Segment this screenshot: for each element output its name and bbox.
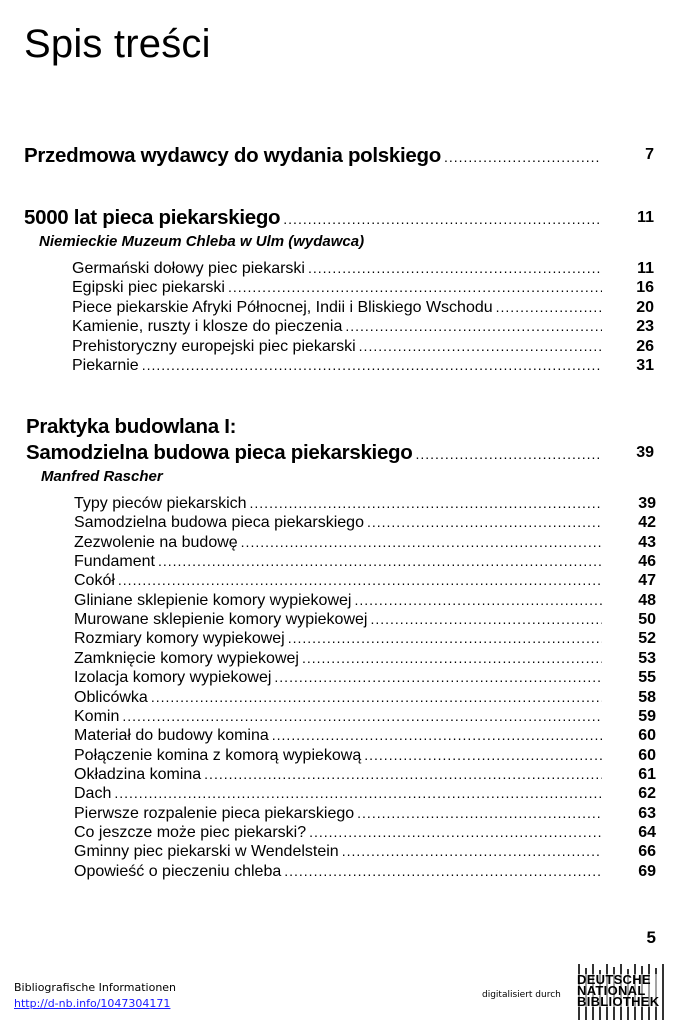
toc-item [74,611,605,629]
toc-page-number: 7 [645,146,654,163]
dot-leader [364,747,602,763]
toc-section-label: 5000 lat pieca piekarskiego [24,206,281,229]
bibliographic-info-label: Bibliografische Informationen [14,981,177,994]
toc-item-label: Okładzina komina [74,765,202,783]
bibliographic-info-link[interactable]: http://d-nb.info/1047304171 [14,997,171,1010]
toc-section-part1 [24,206,604,230]
toc-page-number: 55 [638,669,656,687]
dot-leader [309,824,602,840]
dot-leader [308,260,602,276]
toc-page-number: 64 [638,823,656,841]
toc-item [74,630,605,648]
toc-item [74,650,605,668]
dot-leader [114,785,602,801]
toc-item-label: Materiał do budowy komina [74,727,269,745]
toc-page-number: 61 [638,765,656,783]
toc-item [74,747,605,765]
dot-leader [272,727,602,743]
dot-leader [370,611,602,627]
toc-item [74,534,605,552]
toc-item-label: Typy pieców piekarskich [74,495,247,512]
toc-item-label: Gliniane sklepienie komory wypiekowej [74,591,352,609]
toc-page-number: 23 [636,318,654,336]
dnb-logo-line: DEUTSCHE [577,972,651,987]
toc-item-label: Murowane sklepienie komory wypiekowej [74,611,368,629]
toc-item [74,805,605,823]
dot-leader [359,338,602,354]
dot-leader [367,514,602,530]
toc-item-label: Prehistoryczny europejski piec piekarski [72,337,356,355]
toc-page-number: 11 [637,209,654,226]
toc-page-number: 66 [638,843,656,861]
toc-item [74,553,605,571]
toc-item [74,727,605,745]
dot-leader [444,149,601,165]
toc-item [74,592,605,610]
dot-leader [274,669,602,685]
section-author: Manfred Rascher [41,468,163,485]
dnb-logo-text [577,974,659,1007]
dot-leader [241,534,602,550]
toc-item-label: Rozmiary komory wypiekowej [74,630,285,648]
dot-leader [204,766,602,782]
toc-item [72,299,605,317]
toc-page-number: 43 [638,533,656,551]
toc-item-label: Samodzielna budowa pieca piekarskiego [74,514,364,532]
toc-page-number: 42 [638,514,656,532]
dot-leader [345,318,602,334]
dot-leader [288,630,602,646]
toc-section-heading-line: Praktyka budowlana I: [26,415,237,438]
dot-leader [151,689,602,705]
dot-leader [158,553,602,569]
toc-page-number: 16 [636,279,654,297]
dot-leader [496,299,602,315]
toc-item [72,260,605,278]
toc-item [74,785,605,803]
toc-item [72,279,605,297]
dot-leader [302,650,602,666]
toc-item [74,669,605,687]
toc-item-label: Pierwsze rozpalenie pieca piekarskiego [74,804,355,822]
toc-page-number: 26 [636,337,654,355]
dot-leader [284,863,602,879]
toc-item-label: Połączenie komina z komorą wypiekową [74,746,362,764]
dot-leader [416,446,602,462]
toc-page-number: 11 [637,260,654,277]
toc-page-number: 59 [638,707,656,725]
toc-entry-preface [24,144,604,168]
toc-page-number: 60 [638,727,656,745]
toc-item-label: Co jeszcze może piec piekarski? [74,823,307,841]
dot-leader [342,843,602,859]
toc-item [74,514,605,532]
page-number: 5 [646,928,656,947]
toc-item [72,318,605,336]
toc-page-number: 52 [638,630,656,648]
toc-item-label: Germański dołowy piec piekarski [72,260,305,277]
toc-section-label: Samodzielna budowa pieca piekarskiego [26,441,413,464]
toc-item [74,766,605,784]
toc-item [74,689,605,707]
dnb-logo-line: BIBLIOTHEK [577,994,660,1009]
toc-page-number: 69 [638,862,656,880]
toc-page-number: 58 [638,688,656,706]
dot-leader [354,592,602,608]
toc-item-label: Cokół [74,572,115,590]
toc-item-label: Opowieść o pieczeniu chleba [74,862,282,880]
toc-page-number: 39 [636,444,654,461]
dot-leader [357,805,602,821]
digitized-by-label: digitalisiert durch [482,990,561,1000]
toc-page-number: 53 [638,649,656,667]
toc-item [72,338,605,356]
toc-item-label: Oblicówka [74,688,148,706]
toc-page-number: 31 [636,357,654,374]
dot-leader [122,708,602,724]
toc-item-label: Izolacja komory wypiekowej [74,669,272,687]
dot-leader [250,495,602,511]
toc-item-label: Dach [74,785,112,803]
dnb-logo-line: NATIONAL [577,983,646,998]
toc-item-label: Egipski piec piekarski [72,279,225,297]
page-title: Spis treści [24,22,211,66]
toc-entry-label: Przedmowa wydawcy do wydania polskiego [24,144,441,167]
dot-leader [118,572,602,588]
toc-item [74,863,605,881]
toc-page-number: 20 [636,298,654,316]
toc-item [74,824,605,842]
toc-item-label: Fundament [74,553,155,571]
toc-page-number: 39 [638,495,656,512]
dot-leader [142,357,602,373]
dnb-logo [576,962,672,1022]
toc-item-label: Zamknięcie komory wypiekowej [74,649,299,667]
dot-leader [228,279,602,295]
toc-page-number: 60 [638,746,656,764]
toc-item [74,708,605,726]
dot-leader [283,211,601,227]
toc-item-label: Komin [74,707,120,725]
toc-item-label: Gminny piec piekarski w Wendelstein [74,843,339,861]
toc-section-part2 [26,441,604,465]
toc-page-number: 63 [638,804,656,822]
toc-item [74,495,605,513]
toc-item [74,843,605,861]
toc-item-label: Piekarnie [72,357,139,374]
toc-page-number: 46 [638,553,656,571]
toc-item-label: Kamienie, ruszty i klosze do pieczenia [72,318,343,336]
toc-item-label: Zezwolenie na budowę [74,533,238,551]
toc-item [74,572,605,590]
bibliographic-info [14,981,176,1010]
toc-page-number: 48 [638,591,656,609]
toc-item [72,357,605,375]
section-author: Niemieckie Muzeum Chleba w Ulm (wydawca) [39,233,365,250]
toc-page-number: 47 [638,572,656,590]
toc-page-number: 50 [638,611,656,629]
toc-page-number: 62 [638,785,656,803]
toc-item-label: Piece piekarskie Afryki Północnej, Indii i Bliskiego Wschodu [72,298,493,316]
